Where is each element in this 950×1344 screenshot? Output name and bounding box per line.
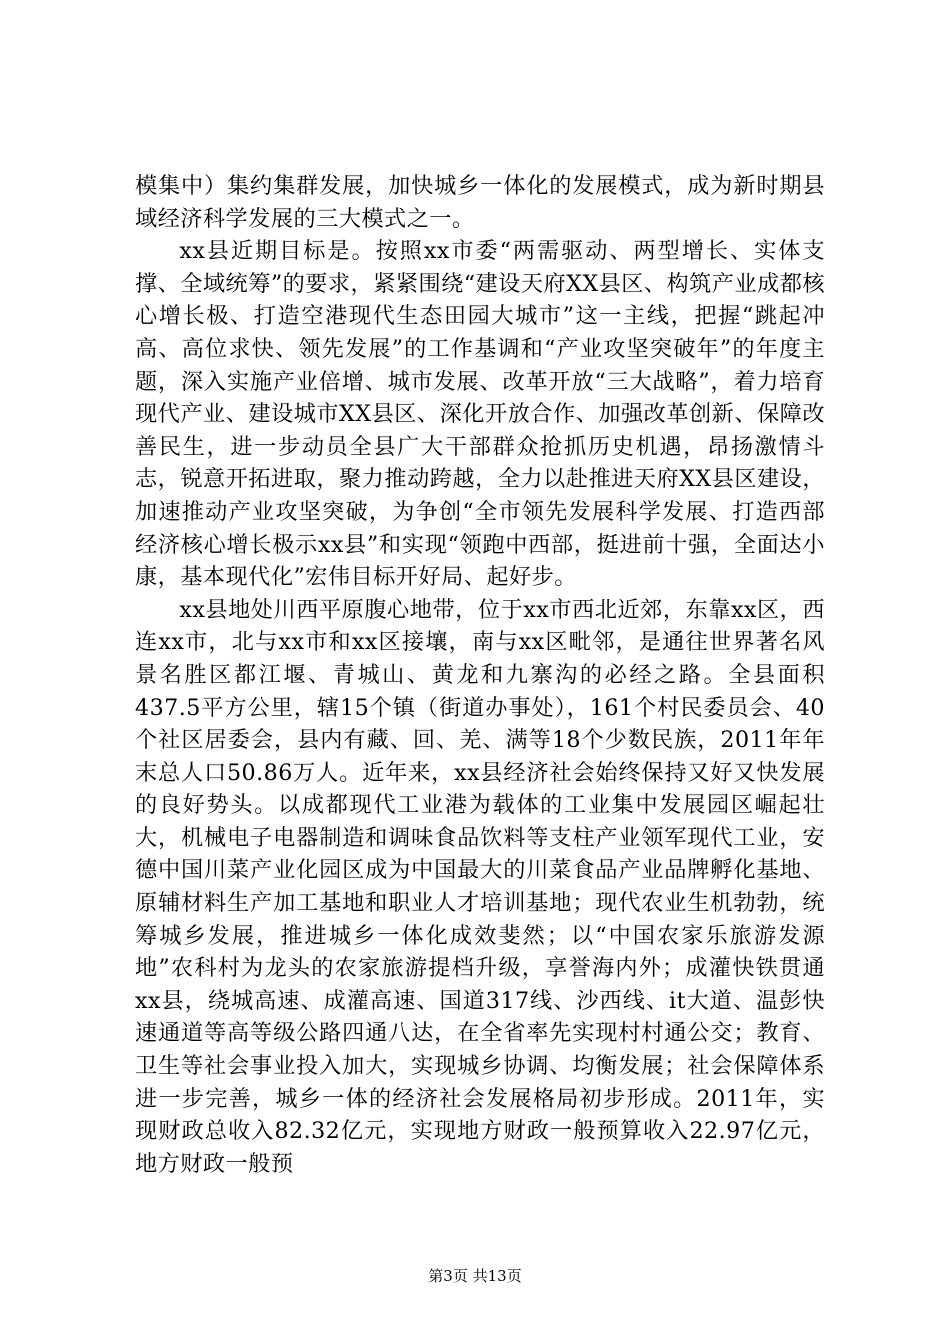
page-footer [0, 1266, 950, 1286]
document-body [135, 170, 825, 1180]
paragraph-county-overview: xx县地处川西平原腹心地带，位于xx市西北近郊，东靠xx区，西连xx市，北与xx市和xx区接壤，南与xx区毗邻，是通往世界著名风景名胜区都江堰、青城山、黄龙和九寨沟的必经之路。全县面积437.5平方公里，辖15个镇（街道办事处），161个村民委员会、40个社区居委会，县内有藏、回、羌、满等18个少数民族，2011年年末总人口50.86万人。近年来，xx县经济社会始终保持又好又快发展的良好势头。以成都现代工业港为载体的工业集中发展园区崛起壮大，机械电子电器制造和调味食品饮料等支柱产业领军现代工业，安德中国川菜产业化园区成为中国最大的川菜食品产业品牌孵化基地、原辅材料生产加工基地和职业人才培训基地；现代农业生机勃勃，统筹城乡发展，推进城乡一体化成效斐然；以“中国农家乐旅游发源地”农科村为龙头的农家旅游提档升级，享誉海内外；成灌快铁贯通xx县，绕城高速、成灌高速、国道317线、沙西线、it大道、温彭快速通道等高等级公路四通八达，在全省率先实现村村通公交；教育、卫生等社会事业投入加大，实现城乡协调、均衡发展；社会保障体系进一步完善，城乡一体的经济社会发展格局初步形成。2011年，实现财政总收入82.32亿元，实现地方财政一般预算收入22.97亿元，地方财政一般预 [135, 596, 825, 1177]
page-number-label: 第3页 共13页 [428, 1267, 522, 1285]
paragraph-continuation: 模集中）集约集群发展，加快城乡一体化的发展模式，成为新时期县域经济科学发展的三大模式之一。 [135, 173, 825, 232]
paragraph-near-term-goal: xx县近期目标是。按照xx市委“两需驱动、两型增长、实体支撑、全域统筹”的要求，紧紧围绕“建设天府XX县区、构筑产业成都核心增长极、打造空港现代生态田园大城市”这一主线，把握“跳起冲高、高位求快、领先发展”的工作基调和“产业攻坚突破年”的年度主题，深入实施产业倍增、城市发展、改革开放“三大战略”，着力培育现代产业、建设城市XX县区、深化开放合作、加强改革创新、保障改善民生，进一步动员全县广大干部群众抢抓历史机遇，昂扬激情斗志，锐意开拓进取，聚力推动跨越，全力以赴推进天府XX县区建设，加速推动产业攻坚突破，为争创“全市领先发展科学发展、打造西部经济核心增长极示xx县”和实现“领跑中西部，挺进前十强，全面达小康，基本现代化”宏伟目标开好局、起好步。 [135, 238, 825, 591]
